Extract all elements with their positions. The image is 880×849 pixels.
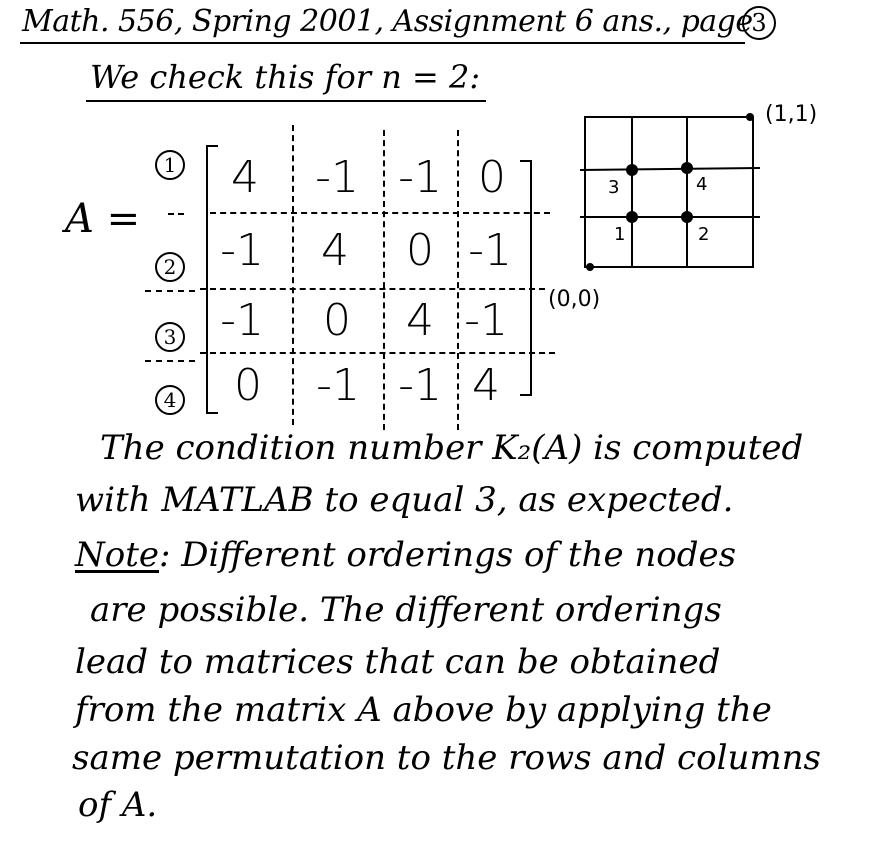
matrix-row-divider bbox=[200, 352, 555, 354]
matrix-cell: 4 bbox=[321, 225, 349, 276]
grid-node-label: 3 bbox=[608, 177, 620, 198]
paragraph-line: same permutation to the rows and columns bbox=[72, 738, 821, 778]
matrix-cell: -1 bbox=[468, 225, 512, 276]
matrix-cell: -1 bbox=[398, 152, 442, 203]
matrix-row-divider bbox=[210, 212, 550, 214]
matrix-label: A = bbox=[65, 196, 141, 242]
paragraph-line: are possible. The different orderings bbox=[90, 590, 722, 630]
grid-node-label: 4 bbox=[696, 174, 708, 195]
grid-node-3 bbox=[626, 164, 638, 176]
matrix-row-divider bbox=[200, 288, 545, 290]
paragraph-line: with MATLAB to equal 3, as expected. bbox=[75, 480, 734, 520]
matrix-cell: -1 bbox=[398, 360, 442, 411]
matrix-cell: 0 bbox=[234, 360, 262, 411]
grid-node-4 bbox=[681, 162, 693, 174]
paragraph-line: The condition number K₂(A) is computed bbox=[100, 428, 804, 468]
matrix-cell: 0 bbox=[323, 295, 351, 346]
row-label-2: 2 bbox=[155, 252, 185, 282]
grid-node-1 bbox=[626, 211, 638, 223]
corner-label-bottom-left: (0,0) bbox=[548, 287, 601, 312]
grid-corner-bottom-left bbox=[586, 263, 594, 271]
note-text: : Different orderings of the nodes bbox=[159, 535, 737, 575]
matrix-cell: -1 bbox=[464, 295, 508, 346]
paragraph-line: lead to matrices that can be obtained bbox=[75, 642, 721, 682]
row-label-4: 4 bbox=[155, 385, 185, 415]
check-underline bbox=[86, 100, 486, 102]
matrix-cell: 0 bbox=[478, 152, 506, 203]
grid-node-2 bbox=[681, 211, 693, 223]
matrix-cell: 4 bbox=[472, 360, 500, 411]
matrix-cell: -1 bbox=[316, 360, 360, 411]
row-label-separator bbox=[145, 360, 195, 362]
header-underline bbox=[20, 42, 745, 44]
matrix-cell: 4 bbox=[231, 152, 259, 203]
grid-line bbox=[580, 168, 760, 170]
matrix-cell: -1 bbox=[220, 295, 264, 346]
matrix-cell: 4 bbox=[406, 295, 434, 346]
page-number: 3 bbox=[742, 6, 776, 40]
grid-lines bbox=[580, 117, 760, 267]
grid-node-label: 2 bbox=[698, 224, 710, 245]
row-label-3: 3 bbox=[155, 322, 185, 352]
row-label-separator bbox=[168, 213, 184, 215]
matrix-cell: 0 bbox=[406, 225, 434, 276]
paragraph-line: of A. bbox=[78, 785, 158, 825]
paragraph-line bbox=[75, 535, 736, 575]
page-header: Math. 556, Spring 2001, Assignment 6 ans., page bbox=[22, 4, 753, 39]
row-label-separator bbox=[145, 290, 195, 292]
corner-label-top-right: (1,1) bbox=[765, 102, 818, 127]
note-label: Note bbox=[75, 535, 160, 575]
paragraph-line: from the matrix A above by applying the bbox=[75, 690, 772, 730]
check-statement: We check this for n = 2: bbox=[90, 58, 481, 96]
grid-diagram bbox=[570, 100, 770, 285]
grid-corner-top-right bbox=[746, 113, 754, 121]
matrix-column-divider bbox=[292, 125, 294, 425]
grid-node-label: 1 bbox=[614, 224, 626, 245]
matrix-cell: -1 bbox=[315, 152, 359, 203]
matrix-cell: -1 bbox=[220, 225, 264, 276]
row-label-1: 1 bbox=[155, 150, 185, 180]
